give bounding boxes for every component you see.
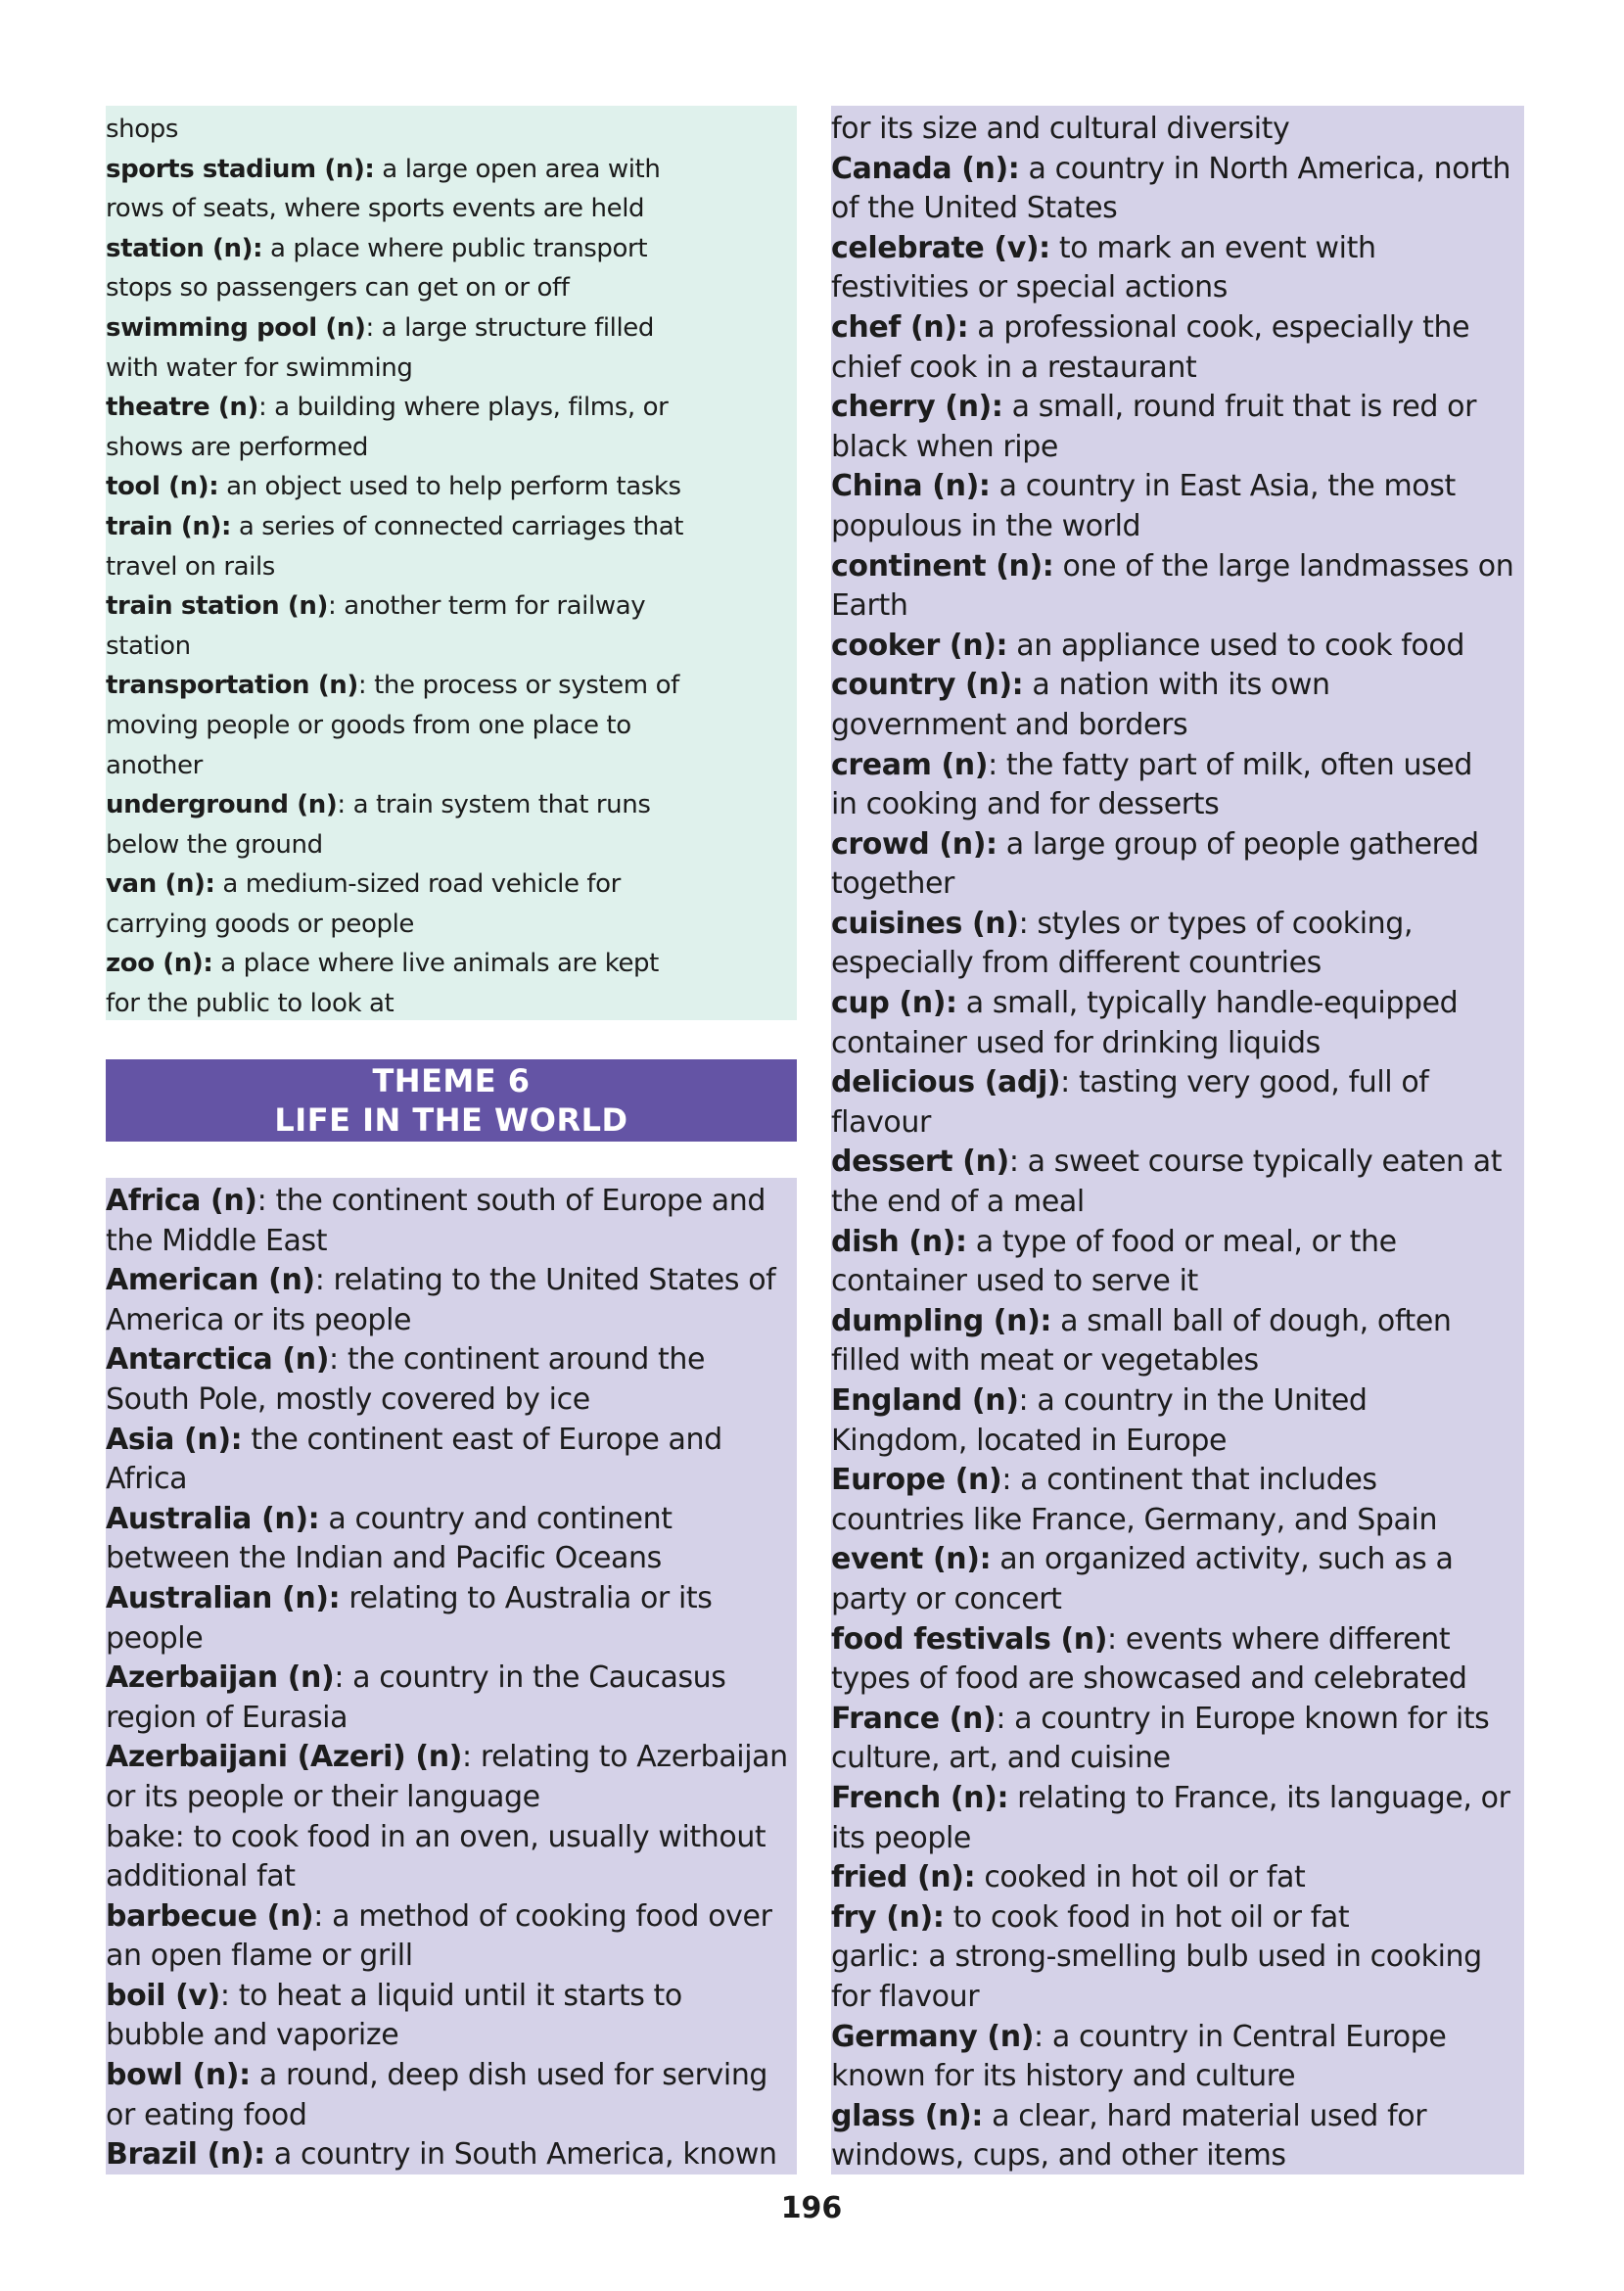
glossary-line <box>106 746 797 786</box>
glossary-definition: especially from different countries <box>831 946 1322 981</box>
glossary-definition: a large open area with <box>374 154 661 184</box>
glossary-definition: container used for drinking liquids <box>831 1025 1321 1060</box>
glossary-definition: an open flame or grill <box>106 1939 413 1974</box>
glossary-definition: : a country in Europe known for its <box>996 1701 1490 1736</box>
glossary-definition: Earth <box>831 588 908 624</box>
glossary-definition: Africa <box>106 1462 188 1497</box>
glossary-definition: of the United States <box>831 191 1118 226</box>
glossary-term: crowd (n): <box>831 826 998 862</box>
glossary-line <box>106 110 797 150</box>
glossary-definition: additional fat <box>106 1859 296 1894</box>
glossary-line <box>106 2016 797 2056</box>
glossary-line <box>831 388 1524 428</box>
glossary-definition: : tasting very good, full of <box>1060 1065 1429 1100</box>
glossary-term: France (n) <box>831 1701 997 1736</box>
glossary-definition: an appliance used to cook food <box>1007 628 1464 663</box>
glossary-line <box>106 627 797 667</box>
glossary-line <box>831 1183 1524 1223</box>
glossary-definition: windows, cups, and other items <box>831 2138 1286 2174</box>
glossary-definition: an organized activity, such as a <box>991 1542 1454 1577</box>
glossary-line <box>106 1421 797 1461</box>
glossary-term: delicious (adj) <box>831 1065 1061 1100</box>
glossary-line <box>106 1500 797 1540</box>
glossary-line <box>106 2056 797 2096</box>
glossary-definition: a professional cook, especially the <box>968 309 1470 345</box>
glossary-term: Australian (n): <box>106 1580 341 1615</box>
glossary-term: England (n) <box>831 1383 1019 1418</box>
glossary-line <box>106 785 797 825</box>
glossary-definition: its people <box>831 1820 971 1855</box>
glossary-line <box>831 1739 1524 1779</box>
glossary-line <box>831 1422 1524 1462</box>
glossary-term: celebrate (v): <box>831 230 1050 265</box>
glossary-definition: filled with meat or vegetables <box>831 1343 1259 1379</box>
glossary-line <box>106 150 797 190</box>
theme-title: LIFE IN THE WORLD <box>274 1101 628 1139</box>
glossary-definition: known for its history and culture <box>831 2059 1296 2094</box>
glossary-definition: a type of food or meal, or the <box>966 1224 1397 1259</box>
glossary-line <box>106 189 797 229</box>
glossary-line <box>106 825 797 865</box>
glossary-definition: one of the large landmasses on <box>1053 548 1514 584</box>
glossary-term: station (n): <box>106 233 263 263</box>
glossary-line <box>831 586 1524 627</box>
glossary-line <box>831 706 1524 746</box>
glossary-definition: a nation with its own <box>1023 668 1330 703</box>
glossary-line <box>831 1660 1524 1700</box>
glossary-definition: a small, typically handle-equipped <box>956 986 1459 1021</box>
glossary-definition: : a continent that includes <box>1001 1463 1377 1498</box>
glossary-line <box>831 507 1524 547</box>
glossary-definition: region of Eurasia <box>106 1700 348 1735</box>
glossary-definition: : the continent around the <box>329 1342 706 1378</box>
glossary-definition: container used to serve it <box>831 1264 1198 1299</box>
glossary-line <box>106 547 797 587</box>
glossary-line <box>106 1857 797 1897</box>
glossary-line <box>106 1579 797 1619</box>
glossary-term: swimming pool (n) <box>106 312 366 343</box>
glossary-definition: a clear, hard material used for <box>982 2098 1427 2133</box>
glossary-definition: bubble and vaporize <box>106 2018 399 2053</box>
glossary-definition: a series of connected carriages that <box>230 511 684 541</box>
glossary-line <box>831 1898 1524 1939</box>
glossary-term: cooker (n): <box>831 628 1008 663</box>
glossary-definition: party or concert <box>831 1581 1062 1616</box>
glossary-term: Azerbaijan (n) <box>106 1660 335 1696</box>
glossary-term: Azerbaijani (Azeri) (n) <box>106 1740 462 1775</box>
glossary-line <box>831 905 1524 945</box>
glossary-line <box>831 268 1524 308</box>
glossary-definition: or eating food <box>106 2097 307 2132</box>
glossary-definition: black when ripe <box>831 429 1058 464</box>
glossary-line <box>831 1580 1524 1620</box>
glossary-definition: the continent east of Europe and <box>242 1422 722 1457</box>
glossary-line <box>831 1341 1524 1381</box>
glossary-line <box>831 547 1524 587</box>
glossary-term: Canada (n): <box>831 151 1020 186</box>
glossary-term: cream (n) <box>831 747 989 782</box>
glossary-definition: below the ground <box>106 829 323 860</box>
glossary-term: dessert (n) <box>831 1145 1009 1180</box>
glossary-definition: : styles or types of cooking, <box>1018 906 1414 941</box>
glossary-definition: : the fatty part of milk, often used <box>988 747 1472 782</box>
glossary-line <box>831 189 1524 229</box>
glossary-line <box>831 1103 1524 1144</box>
glossary-definition: or its people or their language <box>106 1779 540 1814</box>
glossary-line <box>831 1063 1524 1103</box>
glossary-line <box>106 1738 797 1778</box>
glossary-definition: countries like France, Germany, and Spain <box>831 1502 1438 1537</box>
glossary-definition: cooked in hot oil or fat <box>975 1860 1306 1895</box>
glossary-definition: garlic: a strong-smelling bulb used in cooking <box>831 1940 1482 1975</box>
glossary-definition: relating to Australia or its <box>340 1580 713 1615</box>
glossary-line <box>106 1222 797 1262</box>
glossary-line <box>831 110 1524 150</box>
glossary-line <box>106 1977 797 2017</box>
glossary-definition: with water for swimming <box>106 352 413 383</box>
glossary-definition: a place where public transport <box>262 233 648 263</box>
glossary-definition: types of food are showcased and celebrated <box>831 1661 1467 1697</box>
glossary-definition: travel on rails <box>106 551 275 582</box>
glossary-line <box>106 1261 797 1301</box>
glossary-line <box>106 2135 797 2175</box>
glossary-line <box>106 229 797 269</box>
glossary-line <box>831 1700 1524 1740</box>
glossary-term: tool (n): <box>106 472 219 502</box>
glossary-line <box>106 1301 797 1341</box>
glossary-definition: a small ball of dough, often <box>1051 1303 1452 1338</box>
glossary-term: China (n): <box>831 469 991 504</box>
glossary-term: cuisines (n) <box>831 906 1019 941</box>
glossary-definition: America or its people <box>106 1302 412 1337</box>
glossary-definition: people <box>106 1620 204 1656</box>
glossary-definition: festivities or special actions <box>831 270 1228 305</box>
glossary-definition: to cook food in hot oil or fat <box>944 1899 1350 1935</box>
glossary-definition: : the process or system of <box>357 671 679 701</box>
glossary-line <box>831 1302 1524 1342</box>
glossary-line <box>106 1340 797 1380</box>
glossary-definition: : a country in the United <box>1018 1383 1368 1418</box>
glossary-definition: South Pole, mostly covered by ice <box>106 1381 590 1417</box>
glossary-line <box>831 785 1524 825</box>
glossary-line <box>831 308 1524 349</box>
glossary-term: glass (n): <box>831 2098 983 2133</box>
glossary-definition: a round, deep dish used for serving <box>250 2058 768 2093</box>
glossary-line <box>831 1938 1524 1978</box>
glossary-term: Antarctica (n) <box>106 1342 330 1378</box>
glossary-line <box>831 1143 1524 1183</box>
glossary-term: chef (n): <box>831 309 969 345</box>
glossary-line <box>831 1779 1524 1819</box>
glossary-definition: station <box>106 631 191 661</box>
glossary-term: Africa (n) <box>106 1184 257 1218</box>
glossary-line <box>831 865 1524 905</box>
glossary-definition: a country in South America, known <box>264 2137 777 2173</box>
glossary-definition: a country in North America, north <box>1019 151 1511 186</box>
glossary-line <box>831 1223 1524 1263</box>
glossary-definition: flavour <box>831 1104 931 1140</box>
glossary-term: barbecue (n) <box>106 1898 314 1934</box>
glossary-term: continent (n): <box>831 548 1054 584</box>
glossary-term: van (n): <box>106 869 215 900</box>
glossary-line <box>106 349 797 389</box>
glossary-definition: together <box>831 866 954 902</box>
glossary-definition: for flavour <box>831 1979 980 2014</box>
glossary-definition: a country in East Asia, the most <box>990 469 1456 504</box>
glossary-definition: to mark an event with <box>1049 230 1376 265</box>
glossary-line <box>831 666 1524 706</box>
glossary-line <box>831 944 1524 984</box>
glossary-line <box>106 1380 797 1421</box>
glossary-definition: stops so passengers can get on or off <box>106 273 570 304</box>
glossary-line <box>831 2136 1524 2176</box>
glossary-line <box>106 308 797 349</box>
glossary-line <box>106 1818 797 1858</box>
glossary-term: Brazil (n): <box>106 2137 265 2173</box>
glossary-definition: an object used to help perform tasks <box>218 472 681 502</box>
glossary-definition: the end of a meal <box>831 1185 1085 1220</box>
glossary-line <box>831 1381 1524 1422</box>
glossary-definition: a place where live animals are kept <box>212 949 659 979</box>
glossary-definition: Kingdom, located in Europe <box>831 1423 1228 1458</box>
glossary-definition: culture, art, and cuisine <box>831 1741 1171 1776</box>
glossary-definition: : a country in Central Europe <box>1034 2019 1447 2054</box>
glossary-line <box>106 865 797 905</box>
glossary-line <box>106 1897 797 1938</box>
glossary-line <box>831 428 1524 468</box>
glossary-line <box>831 1461 1524 1501</box>
glossary-line <box>106 1460 797 1500</box>
glossary-term: theatre (n) <box>106 393 258 423</box>
glossary-line <box>106 706 797 746</box>
glossary-term: country (n): <box>831 668 1024 703</box>
glossary-term: event (n): <box>831 1542 992 1577</box>
glossary-line <box>106 1937 797 1977</box>
glossary-line <box>106 2096 797 2136</box>
glossary-definition: : a train system that runs <box>337 790 651 820</box>
glossary-line <box>106 388 797 428</box>
glossary-line <box>831 1501 1524 1541</box>
glossary-term: dish (n): <box>831 1224 967 1259</box>
glossary-definition: bake: to cook food in an oven, usually without <box>106 1819 766 1854</box>
glossary-term: American (n) <box>106 1263 315 1298</box>
glossary-line <box>831 150 1524 190</box>
glossary-line <box>831 1819 1524 1859</box>
glossary-term: cup (n): <box>831 986 957 1021</box>
glossary-line <box>106 1539 797 1579</box>
glossary-line <box>831 467 1524 507</box>
glossary-term: zoo (n): <box>106 949 213 979</box>
glossary-term: fry (n): <box>831 1899 945 1935</box>
glossary-term: fried (n): <box>831 1860 976 1895</box>
glossary-line <box>106 1182 797 1222</box>
glossary-line <box>106 905 797 945</box>
glossary-line <box>106 467 797 507</box>
glossary-definition: : the continent south of Europe and <box>256 1184 766 1218</box>
theme-number: THEME 6 <box>372 1062 531 1099</box>
glossary-definition: moving people or goods from one place to <box>106 710 631 740</box>
glossary-definition: carrying goods or people <box>106 909 415 939</box>
glossary-line <box>106 428 797 468</box>
glossary-definition: : a method of cooking food over <box>313 1898 772 1934</box>
glossary-definition: : relating to Azerbaijan <box>461 1740 788 1775</box>
glossary-line <box>831 746 1524 786</box>
glossary-definition: : a large structure filled <box>365 312 655 343</box>
glossary-term: bowl (n): <box>106 2058 251 2093</box>
glossary-term: Asia (n): <box>106 1422 243 1457</box>
glossary-definition: : a building where plays, films, or <box>257 393 669 423</box>
glossary-line <box>106 944 797 984</box>
glossary-term: train station (n) <box>106 591 328 622</box>
glossary-definition: : another term for railway <box>327 591 646 622</box>
glossary-box-life-in-the-world-right <box>831 106 1524 2174</box>
glossary-term: French (n): <box>831 1780 1009 1815</box>
glossary-line <box>831 825 1524 865</box>
glossary-box-life-in-the-world-left <box>106 1178 797 2174</box>
theme-banner <box>106 1059 797 1142</box>
glossary-definition: for the public to look at <box>106 989 394 1019</box>
glossary-term: underground (n) <box>106 790 338 820</box>
glossary-line <box>106 1778 797 1818</box>
glossary-definition: the Middle East <box>106 1223 328 1258</box>
glossary-line <box>106 1659 797 1699</box>
glossary-definition: : to heat a liquid until it starts to <box>219 1978 682 2013</box>
page-number: 196 <box>780 2191 843 2225</box>
glossary-line <box>831 229 1524 269</box>
glossary-term: Australia (n): <box>106 1501 320 1536</box>
glossary-definition: : events where different <box>1107 1621 1451 1657</box>
glossary-definition: shops <box>106 115 178 144</box>
glossary-definition: : a country in the Caucasus <box>334 1660 726 1696</box>
glossary-line <box>106 984 797 1024</box>
glossary-definition: a large group of people gathered <box>997 826 1479 862</box>
glossary-line <box>831 1024 1524 1064</box>
glossary-definition: : relating to the United States of <box>314 1263 776 1298</box>
glossary-definition: a medium-sized road vehicle for <box>214 869 621 900</box>
glossary-definition: government and borders <box>831 707 1188 742</box>
glossary-line <box>106 507 797 547</box>
glossary-definition: in cooking and for desserts <box>831 787 1220 822</box>
glossary-definition: : a sweet course typically eaten at <box>1008 1145 1503 1180</box>
glossary-term: boil (v) <box>106 1978 220 2013</box>
glossary-definition: rows of seats, where sports events are held <box>106 194 645 224</box>
glossary-line <box>831 1540 1524 1580</box>
glossary-term: transportation (n) <box>106 671 358 701</box>
glossary-term: Germany (n) <box>831 2019 1035 2054</box>
glossary-line <box>106 1619 797 1660</box>
glossary-line <box>831 2057 1524 2097</box>
glossary-line <box>831 349 1524 389</box>
glossary-definition: a country and continent <box>319 1501 673 1536</box>
glossary-term: Europe (n) <box>831 1463 1002 1498</box>
glossary-line <box>831 2097 1524 2137</box>
glossary-line <box>106 1699 797 1739</box>
glossary-line <box>106 666 797 706</box>
glossary-definition: for its size and cultural diversity <box>831 112 1290 146</box>
glossary-box-transport-end <box>106 106 797 1020</box>
glossary-line <box>831 2018 1524 2058</box>
glossary-definition: relating to France, its language, or <box>1008 1780 1510 1815</box>
glossary-definition: chief cook in a restaurant <box>831 350 1197 385</box>
glossary-line <box>831 1978 1524 2018</box>
glossary-term: dumpling (n): <box>831 1303 1051 1338</box>
glossary-line <box>831 627 1524 667</box>
glossary-line <box>831 1620 1524 1660</box>
glossary-term: cherry (n): <box>831 390 1003 425</box>
glossary-line <box>831 1262 1524 1302</box>
glossary-term: train (n): <box>106 511 231 541</box>
glossary-definition: between the Indian and Pacific Oceans <box>106 1541 662 1576</box>
glossary-definition: another <box>106 750 203 780</box>
glossary-definition: shows are performed <box>106 432 369 462</box>
glossary-line <box>831 1858 1524 1898</box>
glossary-line <box>831 984 1524 1024</box>
glossary-line <box>106 268 797 308</box>
glossary-definition: populous in the world <box>831 508 1141 543</box>
glossary-term: food festivals (n) <box>831 1621 1108 1657</box>
glossary-line <box>106 586 797 627</box>
glossary-term: sports stadium (n): <box>106 154 375 184</box>
glossary-definition: a small, round fruit that is red or <box>1002 390 1477 425</box>
